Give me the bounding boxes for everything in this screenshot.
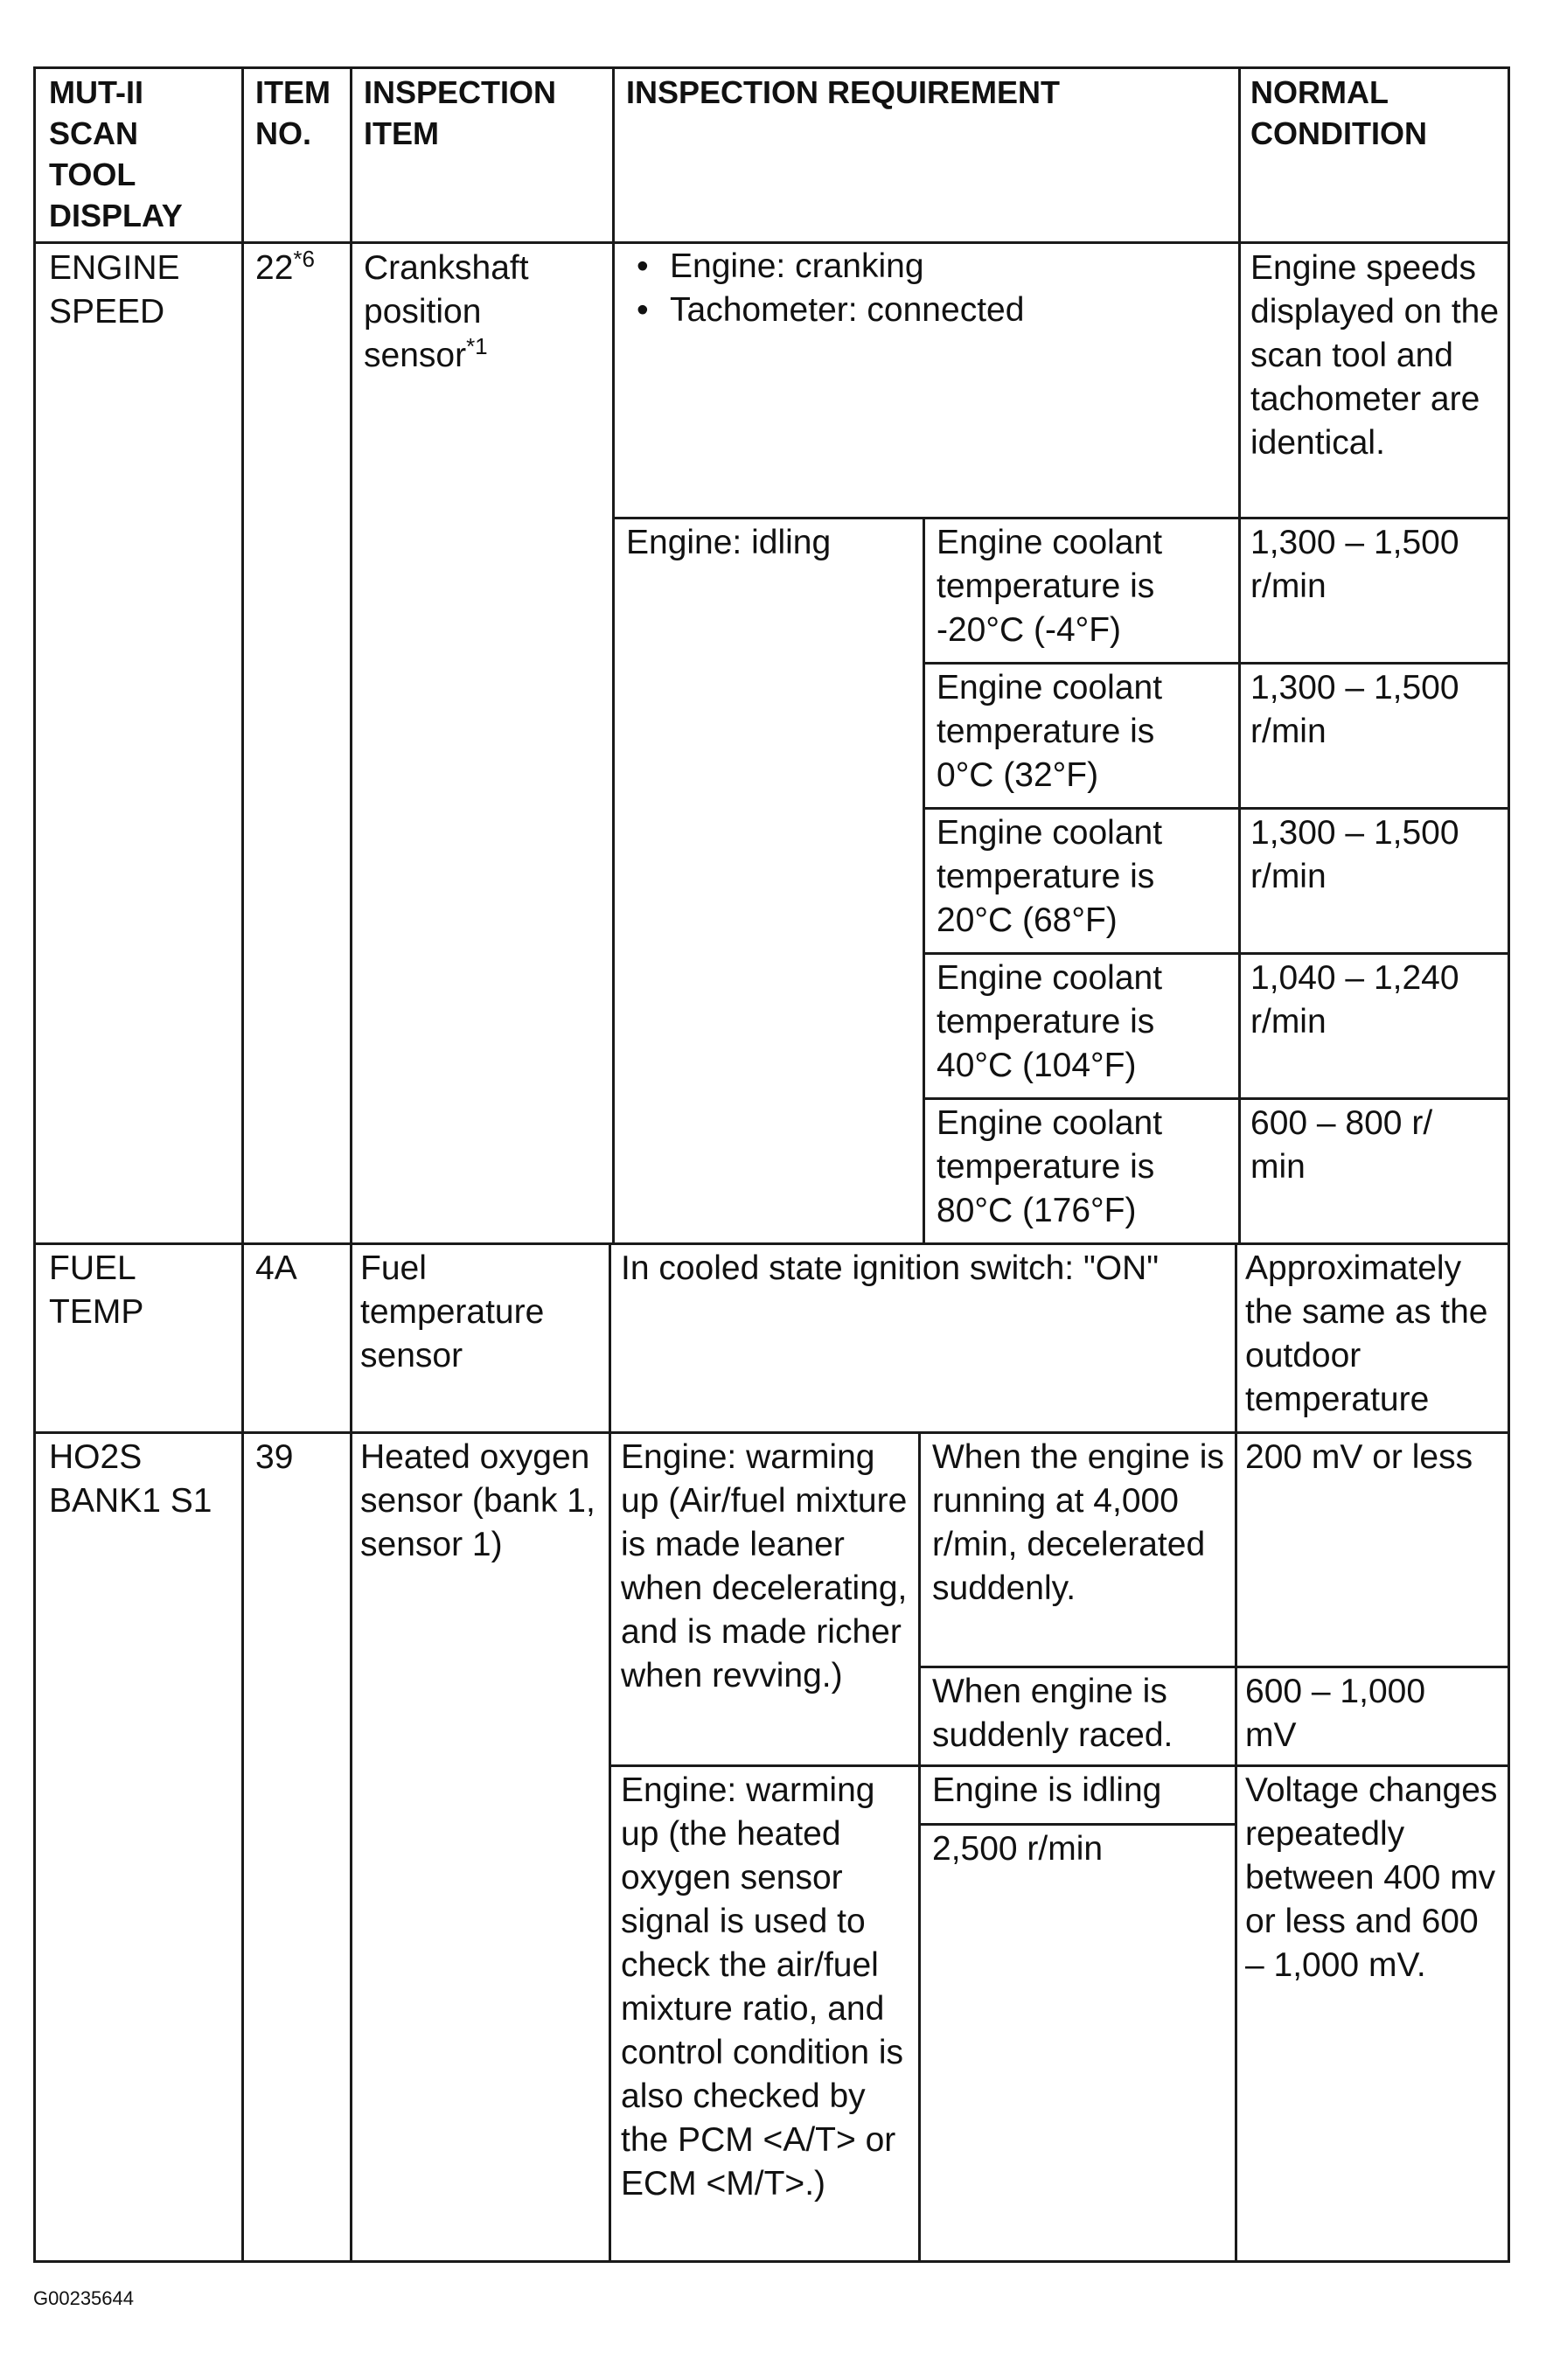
ho2s-requirement-1: Engine: warming up (Air/fuel mixture is made leaner when decelerating, and is made richer when revving.) <box>621 1438 908 1695</box>
table-rule <box>612 66 615 1244</box>
engine-speed-item <box>364 247 600 378</box>
table-rule <box>923 1097 1509 1100</box>
requirement-bullet: • Engine: cranking <box>626 245 1221 289</box>
table-rule <box>33 241 1509 244</box>
table-rule <box>33 1242 1509 1245</box>
engine-speed-display: ENGINE SPEED <box>49 249 180 331</box>
table-rule <box>923 952 1509 955</box>
table-rule <box>33 66 1509 69</box>
fuel-temp-item: Fuel temperature sensor <box>360 1249 545 1374</box>
idle-row-condition: Engine coolant temperature is 0°C (32°F) <box>937 669 1163 794</box>
ho2s-normal: 200 mV or less <box>1245 1438 1473 1476</box>
item-label: Crankshaft position sensor <box>364 249 529 374</box>
ho2s-item: Heated oxygen sensor (bank 1, sensor 1) <box>360 1438 595 1563</box>
table-rule <box>33 2260 1509 2263</box>
ho2s-condition: Engine is idling <box>932 1771 1162 1809</box>
engine-speed-requirements <box>626 245 1221 332</box>
table-rule <box>609 1764 1509 1767</box>
requirement-bullet: • Tachometer: connected <box>626 289 1221 332</box>
table-rule <box>918 1431 921 2263</box>
engine-speed-idle-condition: Engine: idling <box>626 524 832 561</box>
engine-speed-cranking-normal: Engine speeds displayed on the scan tool and tachometer are identical. <box>1250 249 1500 462</box>
item-footnote: *1 <box>466 333 488 359</box>
ho2s-condition: When the engine is running at 4,000 r/min, decelerated suddenly. <box>932 1438 1224 1607</box>
table-rule <box>241 66 244 2263</box>
table-rule <box>918 1666 1509 1668</box>
fuel-temp-normal: Approximately the same as the outdoor temperature <box>1245 1249 1488 1418</box>
header-item-no: ITEM NO. <box>255 74 331 151</box>
table-rule <box>918 1823 1235 1826</box>
ho2s-requirement-2: Engine: warming up (the heated oxygen sensor signal is used to check the air/fuel mixture ratio, and control condition is also checked by the PCM <A/T> or ECM <M/T>.) <box>621 1771 904 2203</box>
table-rule <box>1508 66 1510 2263</box>
header-requirement: INSPECTION REQUIREMENT <box>626 74 1061 110</box>
idle-row-condition: Engine coolant temperature is 40°C (104°F) <box>937 959 1163 1084</box>
table-rule <box>612 517 1509 519</box>
table-rule <box>33 66 36 2263</box>
ho2s-normal: Voltage changes repeatedly between 400 mv or less and 600 – 1,000 mV. <box>1245 1771 1498 1984</box>
idle-row-normal: 1,300 – 1,500 r/min <box>1250 524 1459 605</box>
header-display: MUT-II SCAN TOOL DISPLAY <box>49 74 183 233</box>
table-rule <box>923 807 1509 810</box>
fuel-temp-requirement: In cooled state ignition switch: "ON" <box>621 1249 1160 1287</box>
idle-row-normal: 600 – 800 r/ min <box>1250 1104 1433 1186</box>
table-rule <box>33 1431 1509 1434</box>
engine-speed-item-no <box>255 247 347 290</box>
table-rule <box>1235 1244 1237 2263</box>
idle-row-condition: Engine coolant temperature is -20°C (-4°F) <box>937 524 1163 649</box>
header-normal-condition: NORMAL CONDITION <box>1250 74 1427 151</box>
item-no-footnote: *6 <box>293 246 315 272</box>
table-rule <box>1238 66 1241 1244</box>
idle-row-condition: Engine coolant temperature is 80°C (176°F) <box>937 1104 1163 1229</box>
idle-row-normal: 1,300 – 1,500 r/min <box>1250 669 1459 750</box>
figure-id: G00235644 <box>33 2287 134 2309</box>
header-inspection-item: INSPECTION ITEM <box>364 74 557 151</box>
ho2s-normal: 600 – 1,000 mV <box>1245 1673 1426 1754</box>
idle-row-normal: 1,040 – 1,240 r/min <box>1250 959 1459 1040</box>
table-rule <box>609 1244 611 2263</box>
idle-row-normal: 1,300 – 1,500 r/min <box>1250 814 1459 895</box>
ho2s-display: HO2S BANK1 S1 <box>49 1438 212 1520</box>
table-rule <box>923 517 925 1244</box>
fuel-temp-display: FUEL TEMP <box>49 1249 144 1331</box>
ho2s-condition: 2,500 r/min <box>932 1830 1104 1868</box>
ho2s-condition: When engine is suddenly raced. <box>932 1673 1173 1754</box>
item-no-value: 22 <box>255 249 294 287</box>
idle-row-condition: Engine coolant temperature is 20°C (68°F) <box>937 814 1163 939</box>
table-rule <box>350 66 352 2263</box>
fuel-temp-item-no: 4A <box>255 1249 297 1287</box>
table-rule <box>923 662 1509 665</box>
ho2s-item-no: 39 <box>255 1438 294 1476</box>
